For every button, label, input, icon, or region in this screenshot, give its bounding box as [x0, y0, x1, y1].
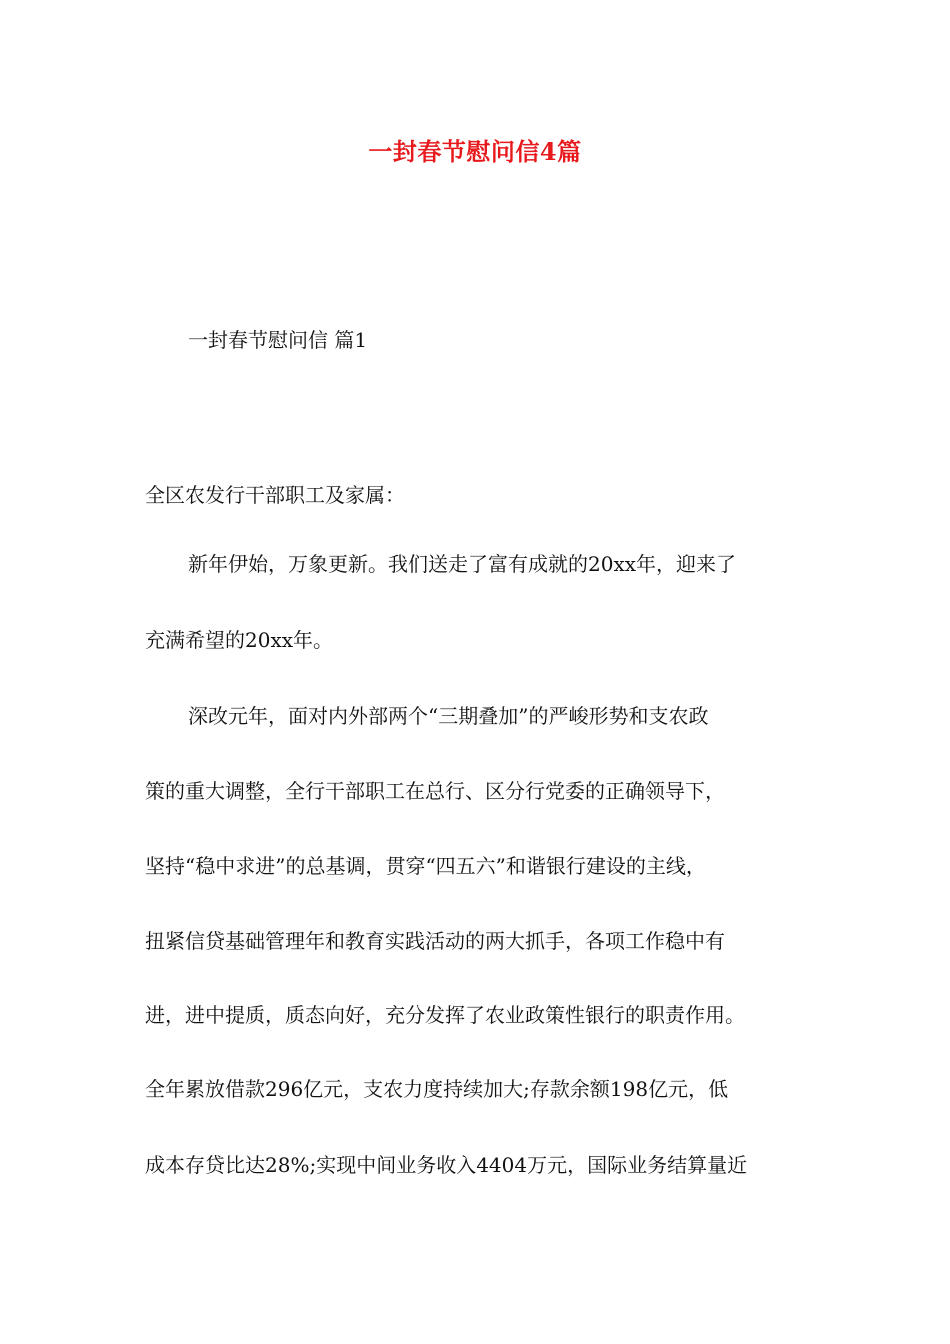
- section-heading: 一封春节慰问信 篇1: [188, 328, 368, 352]
- salutation: 全区农发行干部职工及家属：: [145, 483, 405, 507]
- paragraph-line: 新年伊始，万象更新。我们送走了富有成就的20xx年，迎来了: [188, 552, 737, 576]
- document-title: 一封春节慰问信4篇: [368, 137, 582, 166]
- paragraph-line: 成本存贷比达28%;实现中间业务收入4404万元，国际业务结算量近: [145, 1153, 748, 1177]
- paragraph-line: 深改元年，面对内外部两个“三期叠加”的严峻形势和支农政: [188, 704, 709, 728]
- paragraph-line: 策的重大调整，全行干部职工在总行、区分行党委的正确领导下，: [145, 779, 725, 803]
- paragraph-line: 扭紧信贷基础管理年和教育实践活动的两大抓手，各项工作稳中有: [145, 929, 725, 953]
- paragraph-line: 充满希望的20xx年。: [145, 628, 334, 652]
- paragraph-line: 全年累放借款296亿元，支农力度持续加大;存款余额198亿元，低: [145, 1077, 729, 1101]
- paragraph-line: 进，进中提质，质态向好，充分发挥了农业政策性银行的职责作用。: [145, 1003, 745, 1027]
- paragraph-line: 坚持“稳中求进”的总基调，贯穿“四五六”和谐银行建设的主线，: [145, 854, 706, 878]
